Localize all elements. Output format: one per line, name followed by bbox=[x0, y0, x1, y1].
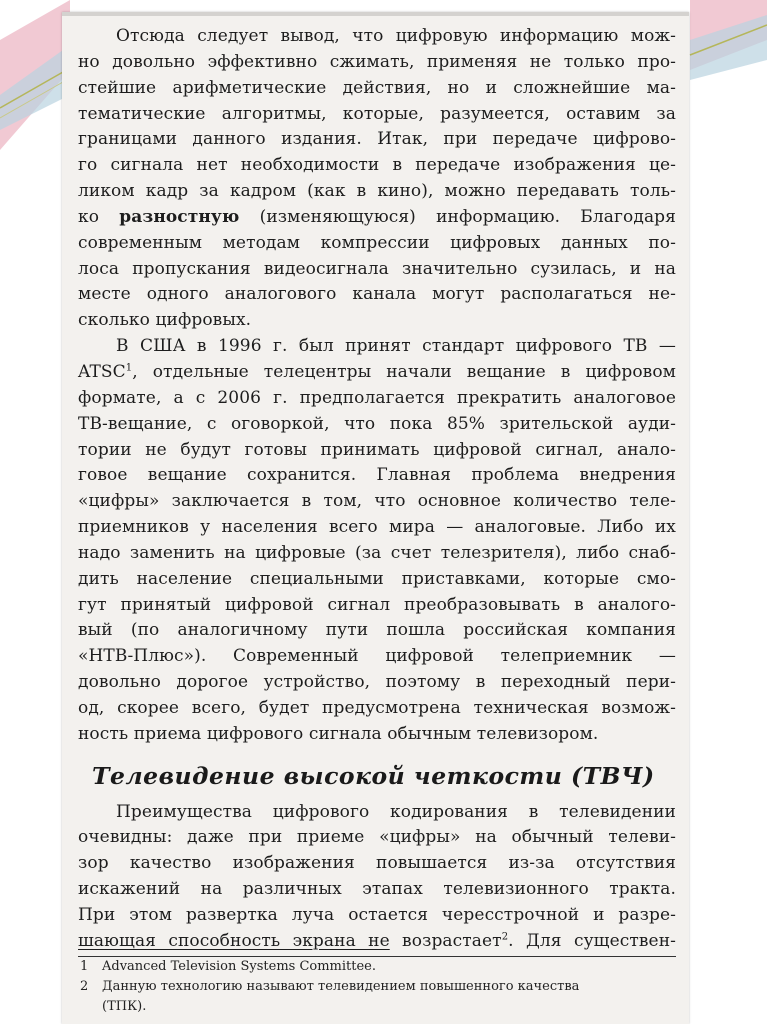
paragraph-digital-compression bbox=[78, 24, 676, 334]
text-line: В США в 1996 г. был принят стандарт цифрового ТВ — bbox=[116, 336, 676, 357]
text-line: тематические алгоритмы, которые, разумеется, оставим за bbox=[78, 103, 676, 124]
text-line: «цифры» заключается в том, что основное количество теле- bbox=[78, 491, 676, 512]
text-line: гут принятый цифровой сигнал преобразовывать в аналого- bbox=[78, 594, 676, 615]
footnote-ref-2: 2 bbox=[501, 931, 509, 943]
text-line: ность приема цифрового сигнала обычным телевизором. bbox=[78, 723, 599, 744]
text-line: од, скорее всего, будет предусмотрена техническая возмож- bbox=[78, 697, 676, 718]
underlined-text: шающая способность экрана не bbox=[78, 930, 390, 951]
text-line: го сигнала нет необходимости в передаче изображения це- bbox=[78, 155, 676, 176]
text-line: дить население специальными приставками, которые смо- bbox=[78, 568, 676, 589]
page-text bbox=[78, 24, 676, 1017]
footnote-ref-1: 1 bbox=[125, 362, 133, 374]
scanned-book-page bbox=[62, 12, 689, 1024]
text-line: Отсюда следует вывод, что цифровую информацию мож- bbox=[116, 26, 676, 46]
text-line: очевидны: даже при приеме «цифры» на обычный телеви- bbox=[78, 827, 676, 848]
bold-term: разностную bbox=[119, 206, 240, 227]
text-line: шающая способность экрана не возрастает$^2$. Для существен- bbox=[78, 930, 676, 951]
text-line: При этом развертка луча остается чересстрочной и разре- bbox=[78, 905, 676, 925]
text-line: ATSC$^1$, отдельные телецентры начали вещание в цифровом bbox=[78, 361, 676, 382]
footnote-2: 2 Данную технологию называют телевидением повышенного качества bbox=[80, 978, 580, 994]
text-line: границами данного издания. Итак, при передаче цифрово- bbox=[78, 129, 676, 150]
text-line: ТВ-вещание, с оговоркой, что пока 85% зрительской ауди- bbox=[78, 413, 676, 434]
text-line: ликом кадр за кадром (как в кино), можно передавать толь- bbox=[78, 181, 676, 202]
text-line: Преимущества цифрового кодирования в телевидении bbox=[116, 801, 676, 822]
text-line: приемников у населения всего мира — аналоговые. Либо их bbox=[78, 517, 676, 538]
section-heading: Телевидение высокой четкости (ТВЧ) bbox=[92, 761, 655, 790]
text-line: но довольно эффективно сжимать, применяя не только про- bbox=[78, 51, 676, 72]
paragraph-usa-standard bbox=[78, 334, 676, 748]
text-line: довольно дорогое устройство, поэтому в переходный пери- bbox=[78, 672, 676, 693]
footnotes bbox=[78, 957, 676, 1017]
text-line: месте одного аналогового канала могут располагаться не- bbox=[78, 284, 676, 305]
footnote-1: 1 Advanced Television Systems Committee. bbox=[80, 958, 376, 974]
text-line: формате, а с 2006 г. предполагается прекратить аналоговое bbox=[78, 387, 676, 408]
paragraph-hdtv bbox=[78, 800, 676, 955]
text-line: современным методам компрессии цифровых данных по- bbox=[78, 232, 676, 253]
footnote-2-continued: (ТПК). bbox=[102, 998, 147, 1014]
text-line: ко разностную (изменяющуюся) информацию. Благодаря bbox=[78, 206, 676, 227]
text-line: зор качество изображения повышается из-за отсутствия bbox=[78, 853, 676, 874]
text-line: лоса пропускания видеосигнала значительно сузилась, и на bbox=[78, 258, 676, 279]
text-line: говое вещание сохранится. Главная проблема внедрения bbox=[78, 465, 676, 486]
text-line: вый (по аналогичному пути пошла российская компания bbox=[78, 620, 676, 641]
text-line: тории не будут готовы принимать цифровой сигнал, анало- bbox=[78, 439, 676, 460]
text-line: надо заменить на цифровые (за счет телезрителя), либо снаб- bbox=[78, 542, 676, 563]
text-line: «НТВ-Плюс»). Современный цифровой телеприемник — bbox=[78, 646, 676, 667]
text-line: искажений на различных этапах телевизионного тракта. bbox=[78, 879, 676, 900]
text-line: сколько цифровых. bbox=[78, 310, 252, 331]
text-line: стейшие арифметические действия, но и сложнейшие ма- bbox=[78, 77, 676, 98]
